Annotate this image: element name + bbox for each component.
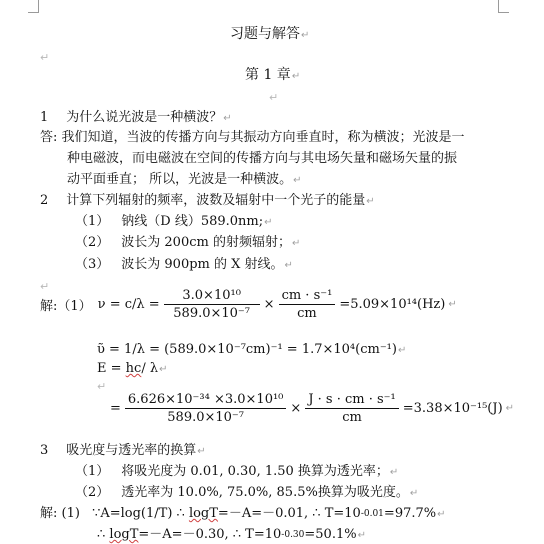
equation-frequency: 解:（1） ν = c/λ = $\frac{\text{3.0×10¹⁰}}{\text{589.0×10⁻⁷}}$ × $\frac{\text{cm · s⁻¹}}{cm}$ =5.09×10¹⁴(Hz) ↵ (40, 288, 457, 321)
question-2-item-3: （3） 波长为 900pm 的 X 射线。↵ (75, 257, 293, 272)
question-1: 1 为什么说光波是一种横波？↵ (40, 110, 232, 125)
answer-1-line-3: 动平面垂直； 所以，光波是一种横波。↵ (67, 172, 302, 187)
question-2-item-2: （2） 波长为 200cm 的射频辐射；↵ (75, 235, 301, 250)
solution-3-line-1: 解: (1) ∵A=log(1/T) ∴ logT=－A=－0.01, ∴ $T=10^{-0.01}=97.7\%↵$ (40, 506, 446, 521)
question-2-item-1: （1） 钠线（D 线）589.0nm;↵ (75, 214, 273, 229)
solution-3-line-2: ∴ logT=－A=－0.30, ∴ $T=10^{-0.30}=50.1\%↵$ (97, 527, 366, 542)
paragraph-mark: ↵ (269, 91, 279, 104)
paragraph-mark: ↵ (40, 51, 50, 64)
fraction-energy-value: $\frac{\text{6.626×10⁻³⁴ ×3.0×10¹⁰}}{\text{589.0×10⁻⁷}}$ (125, 392, 287, 425)
question-3: 3 吸光度与透光率的换算↵ (40, 443, 206, 458)
fraction-frequency-value: $\frac{\text{3.0×10¹⁰}}{\text{589.0×10⁻⁷}}$ (164, 288, 260, 321)
paragraph-mark: ↵ (97, 380, 107, 393)
paragraph-mark: ↵ (40, 280, 50, 293)
chapter-heading: 第 1 章↵ (245, 67, 301, 83)
question-2: 2 计算下列辐射的频率，波数及辐射中一个光子的能量↵ (40, 193, 375, 208)
fraction-energy-unit: $\frac{\text{J · s · cm · s⁻¹}}{cm}$ (305, 392, 398, 425)
question-3-item-2: （2） 透光率为 10.0%, 75.0%, 85.5%换算为吸光度。↵ (75, 485, 419, 500)
answer-1-line-1: 答: 我们知道，当波的传播方向与其振动方向垂直时，称为横波；光波是一 (40, 130, 465, 145)
equation-energy-value: = $\frac{\text{6.626×10⁻³⁴ ×3.0×10¹⁰}}{\text{589.0×10⁻⁷}}$ × $\frac{\text{J · s · cm · s⁻¹}}{cm}$ =3.38×10⁻¹⁵(J) ↵ (110, 392, 515, 425)
question-3-item-1: （1） 将吸光度为 0.01, 0.30, 1.50 换算为透光率；↵ (75, 464, 399, 479)
answer-1-line-2: 种电磁波，而电磁波在空间的传播方向与其电场矢量和磁场矢量的振 (67, 151, 458, 166)
doc-title: 习题与解答↵ (230, 26, 310, 42)
fraction-frequency-unit: $\frac{\text{cm · s⁻¹}}{cm}$ (279, 288, 336, 321)
equation-energy-definition: E = hc/ λ↵ (97, 361, 168, 376)
crop-mark-top-left (28, 0, 39, 13)
crop-mark-top-right (498, 0, 509, 13)
equation-wavenumber: ῦ = 1/λ = (589.0×10⁻⁷cm)⁻¹ = 1.7×10⁴(cm⁻¹)↵ (97, 342, 407, 357)
